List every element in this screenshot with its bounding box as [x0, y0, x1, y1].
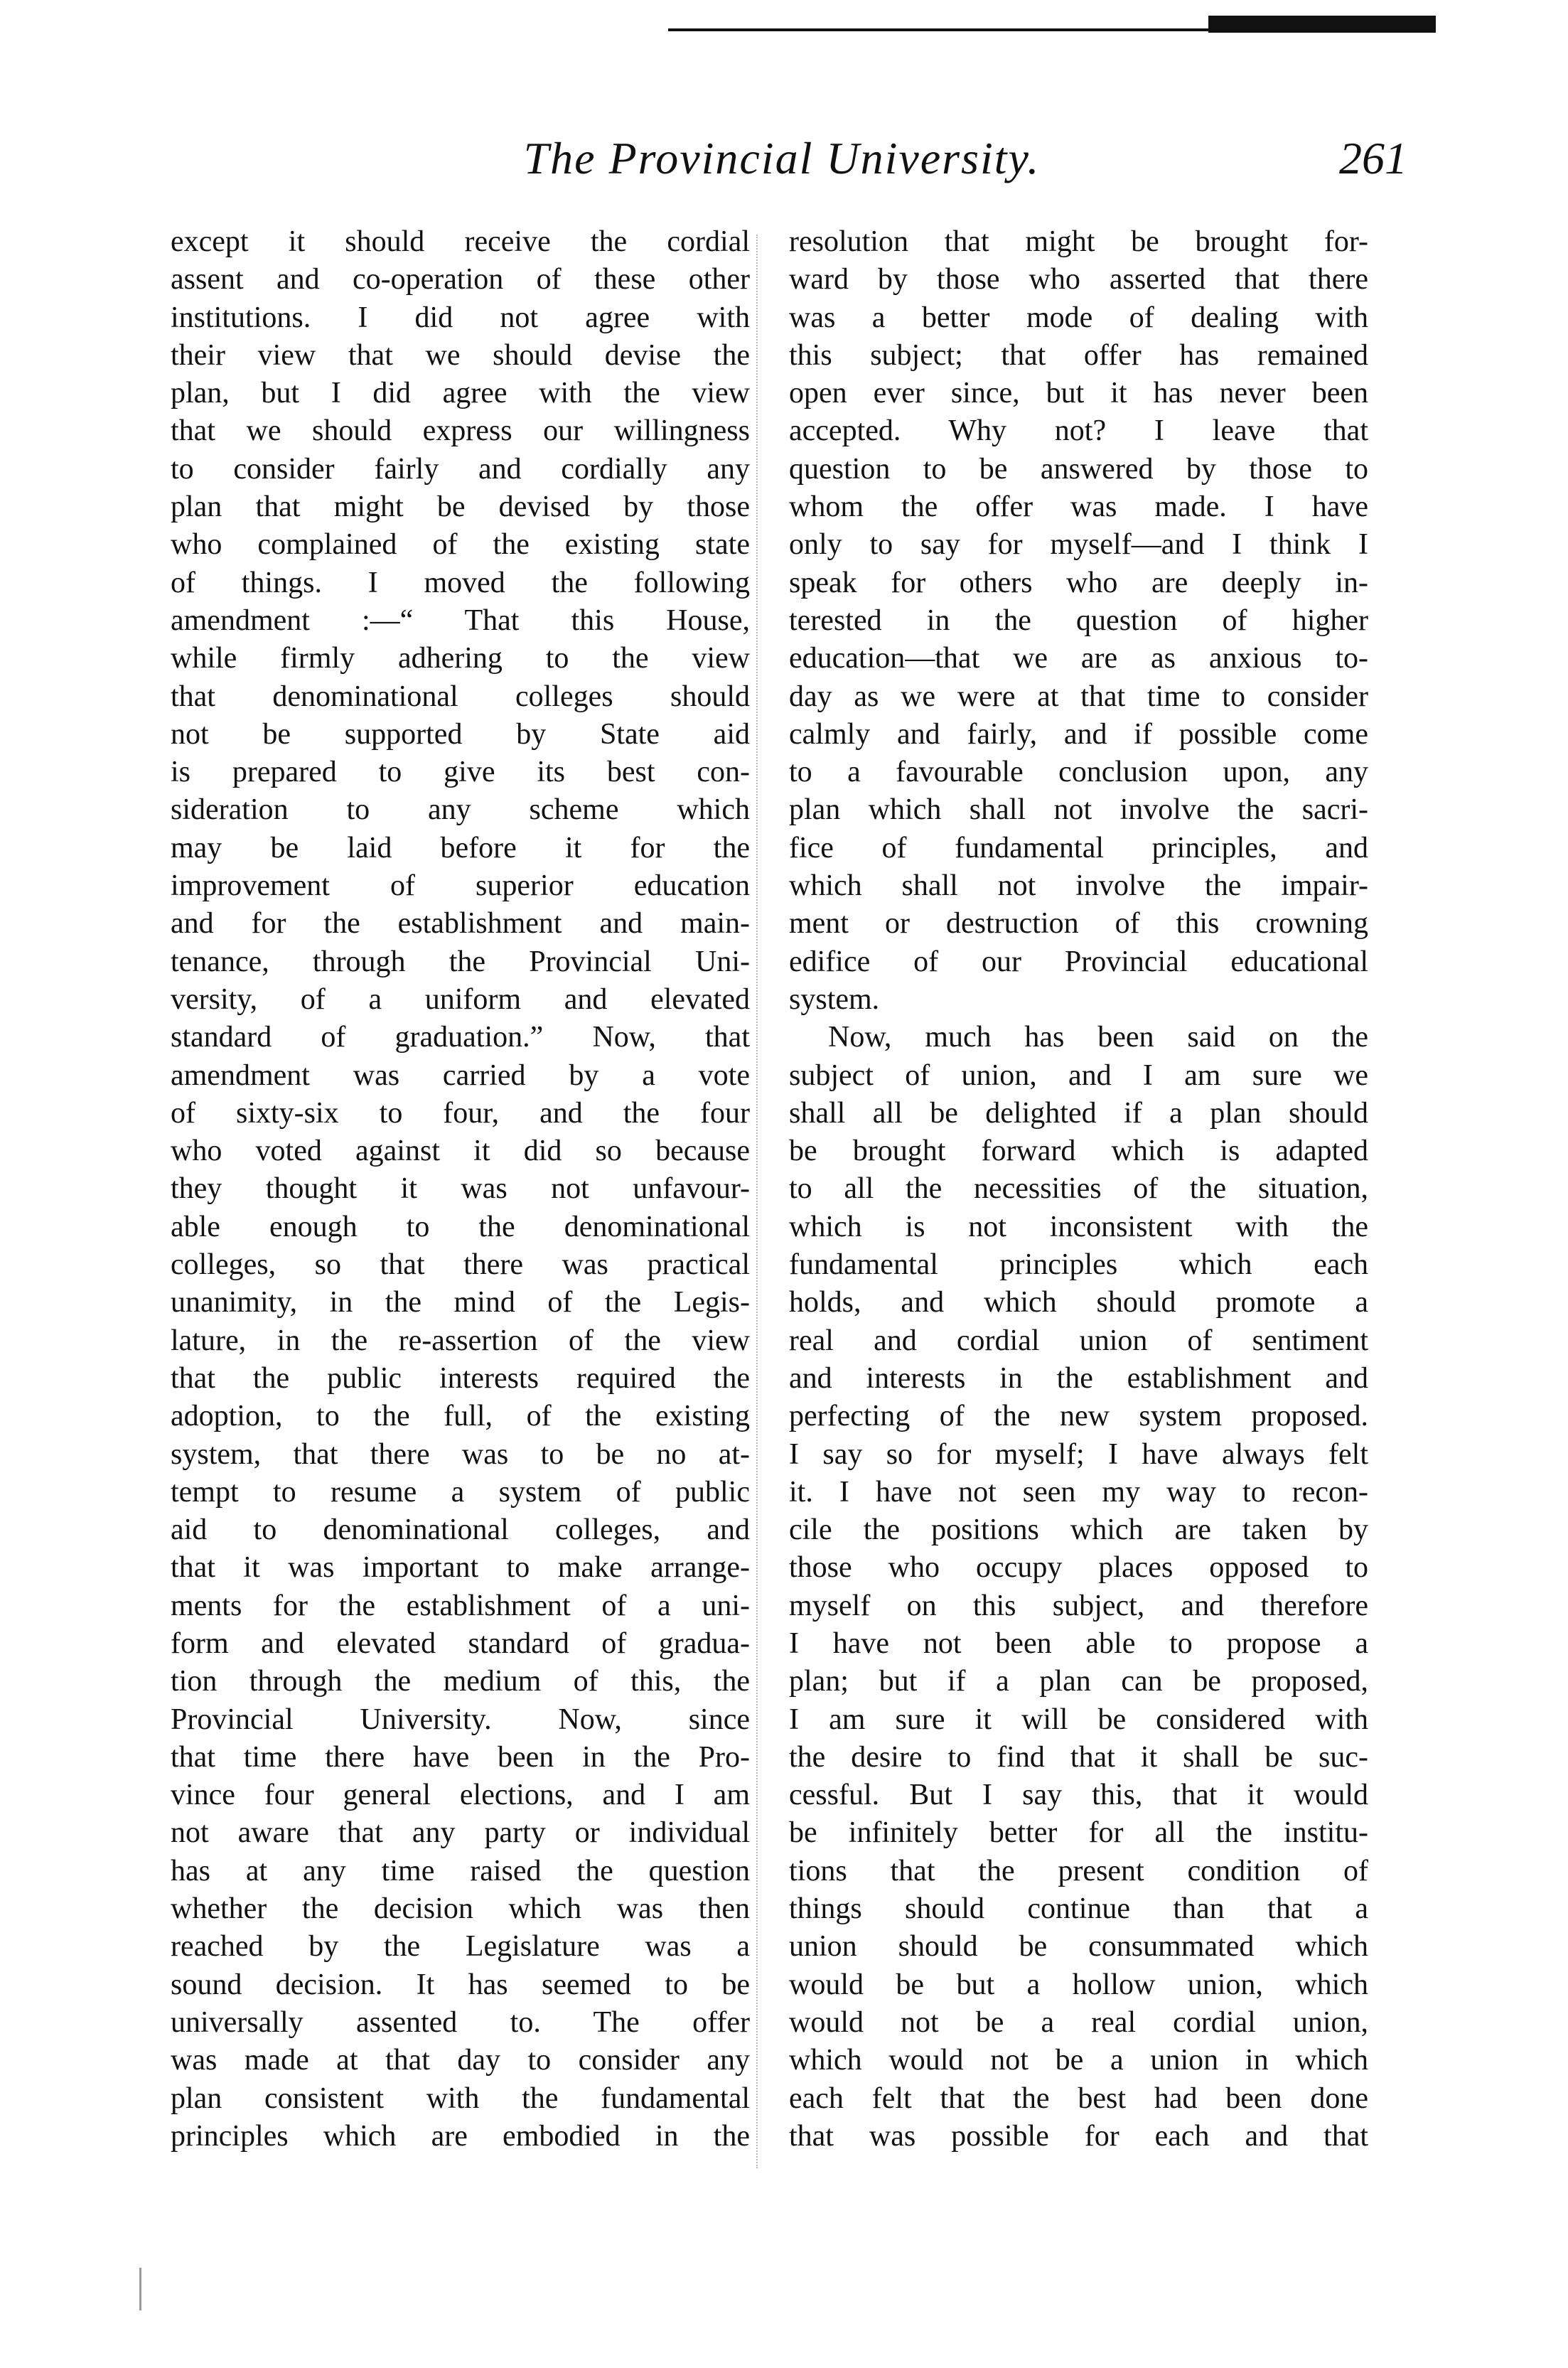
text-line: tion through the medium of this, the: [171, 1665, 750, 1698]
text-line: adoption, to the full, of the existing: [171, 1400, 750, 1433]
text-line: that time there have been in the Pro-: [171, 1740, 750, 1774]
text-line: only to say for myself—and I think I: [789, 528, 1368, 562]
text-line: not be supported by State aid: [171, 717, 750, 751]
text-line: versity, of a uniform and elevated: [171, 982, 750, 1016]
text-line: sideration to any scheme which: [171, 793, 750, 827]
text-line: real and cordial union of sentiment: [789, 1324, 1368, 1357]
text-line: fundamental principles which each: [789, 1248, 1368, 1282]
text-line: that was possible for each and that: [789, 2119, 1368, 2153]
text-line: lature, in the re-assertion of the view: [171, 1324, 750, 1357]
text-line: resolution that might be brought for-: [789, 225, 1368, 258]
column-gutter: [756, 235, 772, 2168]
text-line: tions that the present condition of: [789, 1854, 1368, 1887]
text-line: perfecting of the new system proposed.: [789, 1400, 1368, 1433]
text-line: would not be a real cordial union,: [789, 2005, 1368, 2039]
text-line: I am sure it will be considered with: [789, 1703, 1368, 1736]
running-head-title: The Provincial University.: [523, 133, 1041, 183]
text-line: sound decision. It has seemed to be: [171, 1968, 750, 2001]
text-line: fice of fundamental principles, and: [789, 831, 1368, 864]
text-line: each felt that the best had been done: [789, 2082, 1368, 2115]
text-line: they thought it was not unfavour-: [171, 1172, 750, 1206]
text-line: I say so for myself; I have always felt: [789, 1437, 1368, 1471]
text-line: plan, but I did agree with the view: [171, 377, 750, 410]
text-line: to consider fairly and cordially any: [171, 452, 750, 486]
text-line: improvement of superior education: [171, 869, 750, 903]
text-line: plan; but if a plan can be proposed,: [789, 1665, 1368, 1698]
text-line: system.: [789, 982, 880, 1016]
text-line: institutions. I did not agree with: [171, 301, 750, 334]
page-number: 261: [1339, 133, 1407, 183]
text-line: cessful. But I say this, that it would: [789, 1779, 1368, 1812]
text-line: unanimity, in the mind of the Legis-: [171, 1286, 750, 1319]
text-line: is prepared to give its best con-: [171, 756, 750, 789]
text-line: whom the offer was made. I have: [789, 491, 1368, 524]
text-line: would be but a hollow union, which: [789, 1968, 1368, 2001]
text-line: it. I have not seen my way to recon-: [789, 1475, 1368, 1509]
text-line: shall all be delighted if a plan should: [789, 1096, 1368, 1130]
text-line: aid to denominational colleges, and: [171, 1514, 750, 1547]
text-line: amendment :—“ That this House,: [171, 604, 750, 637]
text-line: plan which shall not involve the sacri-: [789, 793, 1368, 827]
text-line: ments for the establishment of a uni-: [171, 1589, 750, 1622]
text-line: tenance, through the Provincial Uni-: [171, 945, 750, 978]
text-line: question to be answered by those to: [789, 452, 1368, 486]
text-line: I have not been able to propose a: [789, 1627, 1368, 1660]
text-line: the desire to find that it shall be suc-: [789, 1740, 1368, 1774]
text-line: reached by the Legislature was a: [171, 1930, 750, 1963]
page-edge-mark: [139, 2268, 141, 2310]
text-line: universally assented to. The offer: [171, 2005, 750, 2039]
text-line: vince four general elections, and I am: [171, 1779, 750, 1812]
text-line: has at any time raised the question: [171, 1854, 750, 1887]
text-line: was a better mode of dealing with: [789, 301, 1368, 334]
text-line: colleges, so that there was practical: [171, 1248, 750, 1282]
text-line: to all the necessities of the situation,: [789, 1172, 1368, 1206]
text-line: holds, and which should promote a: [789, 1286, 1368, 1319]
right-column: [789, 223, 1368, 2155]
text-line: cile the positions which are taken by: [789, 1514, 1368, 1547]
text-line: who voted against it did so because: [171, 1135, 750, 1168]
text-line: union should be consummated which: [789, 1930, 1368, 1963]
text-line: plan that might be devised by those: [171, 491, 750, 524]
text-line: be brought forward which is adapted: [789, 1135, 1368, 1168]
text-line: Provincial University. Now, since: [171, 1703, 750, 1736]
text-line: things should continue than that a: [789, 1892, 1368, 1926]
text-line: of things. I moved the following: [171, 566, 750, 599]
text-line: while firmly adhering to the view: [171, 642, 750, 675]
text-line: amendment was carried by a vote: [171, 1059, 750, 1092]
text-line: day as we were at that time to consider: [789, 680, 1368, 713]
text-line: was made at that day to consider any: [171, 2044, 750, 2077]
text-line: their view that we should devise the: [171, 338, 750, 372]
text-line: except it should receive the cordial: [171, 225, 750, 258]
text-line: those who occupy places opposed to: [789, 1551, 1368, 1585]
text-line: to a favourable conclusion upon, any: [789, 756, 1368, 789]
text-line: may be laid before it for the: [171, 831, 750, 864]
text-line: that it was important to make arrange-: [171, 1551, 750, 1585]
text-line: of sixty-six to four, and the four: [171, 1096, 750, 1130]
text-line: not aware that any party or individual: [171, 1816, 750, 1850]
text-line: ment or destruction of this crowning: [789, 907, 1368, 941]
text-line: that denominational colleges should: [171, 680, 750, 713]
text-line: be infinitely better for all the institu-: [789, 1816, 1368, 1850]
text-line: which would not be a union in which: [789, 2044, 1368, 2077]
text-line: education—that we are as anxious to-: [789, 642, 1368, 675]
text-line: tempt to resume a system of public: [171, 1475, 750, 1509]
text-line: standard of graduation.” Now, that: [171, 1021, 750, 1054]
text-line: system, that there was to be no at-: [171, 1437, 750, 1471]
text-line: principles which are embodied in the: [171, 2119, 750, 2153]
text-line: terested in the question of higher: [789, 604, 1368, 637]
text-line: assent and co-operation of these other: [171, 263, 750, 296]
text-line: subject of union, and I am sure we: [789, 1059, 1368, 1092]
text-line: open ever since, but it has never been: [789, 377, 1368, 410]
text-line: able enough to the denominational: [171, 1210, 750, 1243]
text-line: form and elevated standard of gradua-: [171, 1627, 750, 1660]
text-line: calmly and fairly, and if possible come: [789, 717, 1368, 751]
running-head: [0, 127, 1568, 191]
text-line: this subject; that offer has remained: [789, 338, 1368, 372]
text-line: and interests in the establishment and: [789, 1361, 1368, 1395]
text-line: myself on this subject, and therefore: [789, 1589, 1368, 1622]
text-line: which shall not involve the impair-: [789, 869, 1368, 903]
left-column: [171, 223, 750, 2155]
text-line: speak for others who are deeply in-: [789, 566, 1368, 599]
text-line: whether the decision which was then: [171, 1892, 750, 1926]
text-line: edifice of our Provincial educational: [789, 945, 1368, 978]
text-line: which is not inconsistent with the: [789, 1210, 1368, 1243]
text-line: and for the establishment and main-: [171, 907, 750, 941]
top-rule-bar: [1208, 16, 1436, 33]
text-line: that the public interests required the: [171, 1361, 750, 1395]
text-line: accepted. Why not? I leave that: [789, 414, 1368, 448]
text-line: ward by those who asserted that there: [789, 263, 1368, 296]
text-line: who complained of the existing state: [171, 528, 750, 562]
text-line: that we should express our willingness: [171, 414, 750, 448]
text-line: Now, much has been said on the: [828, 1021, 1368, 1054]
text-line: plan consistent with the fundamental: [171, 2082, 750, 2115]
